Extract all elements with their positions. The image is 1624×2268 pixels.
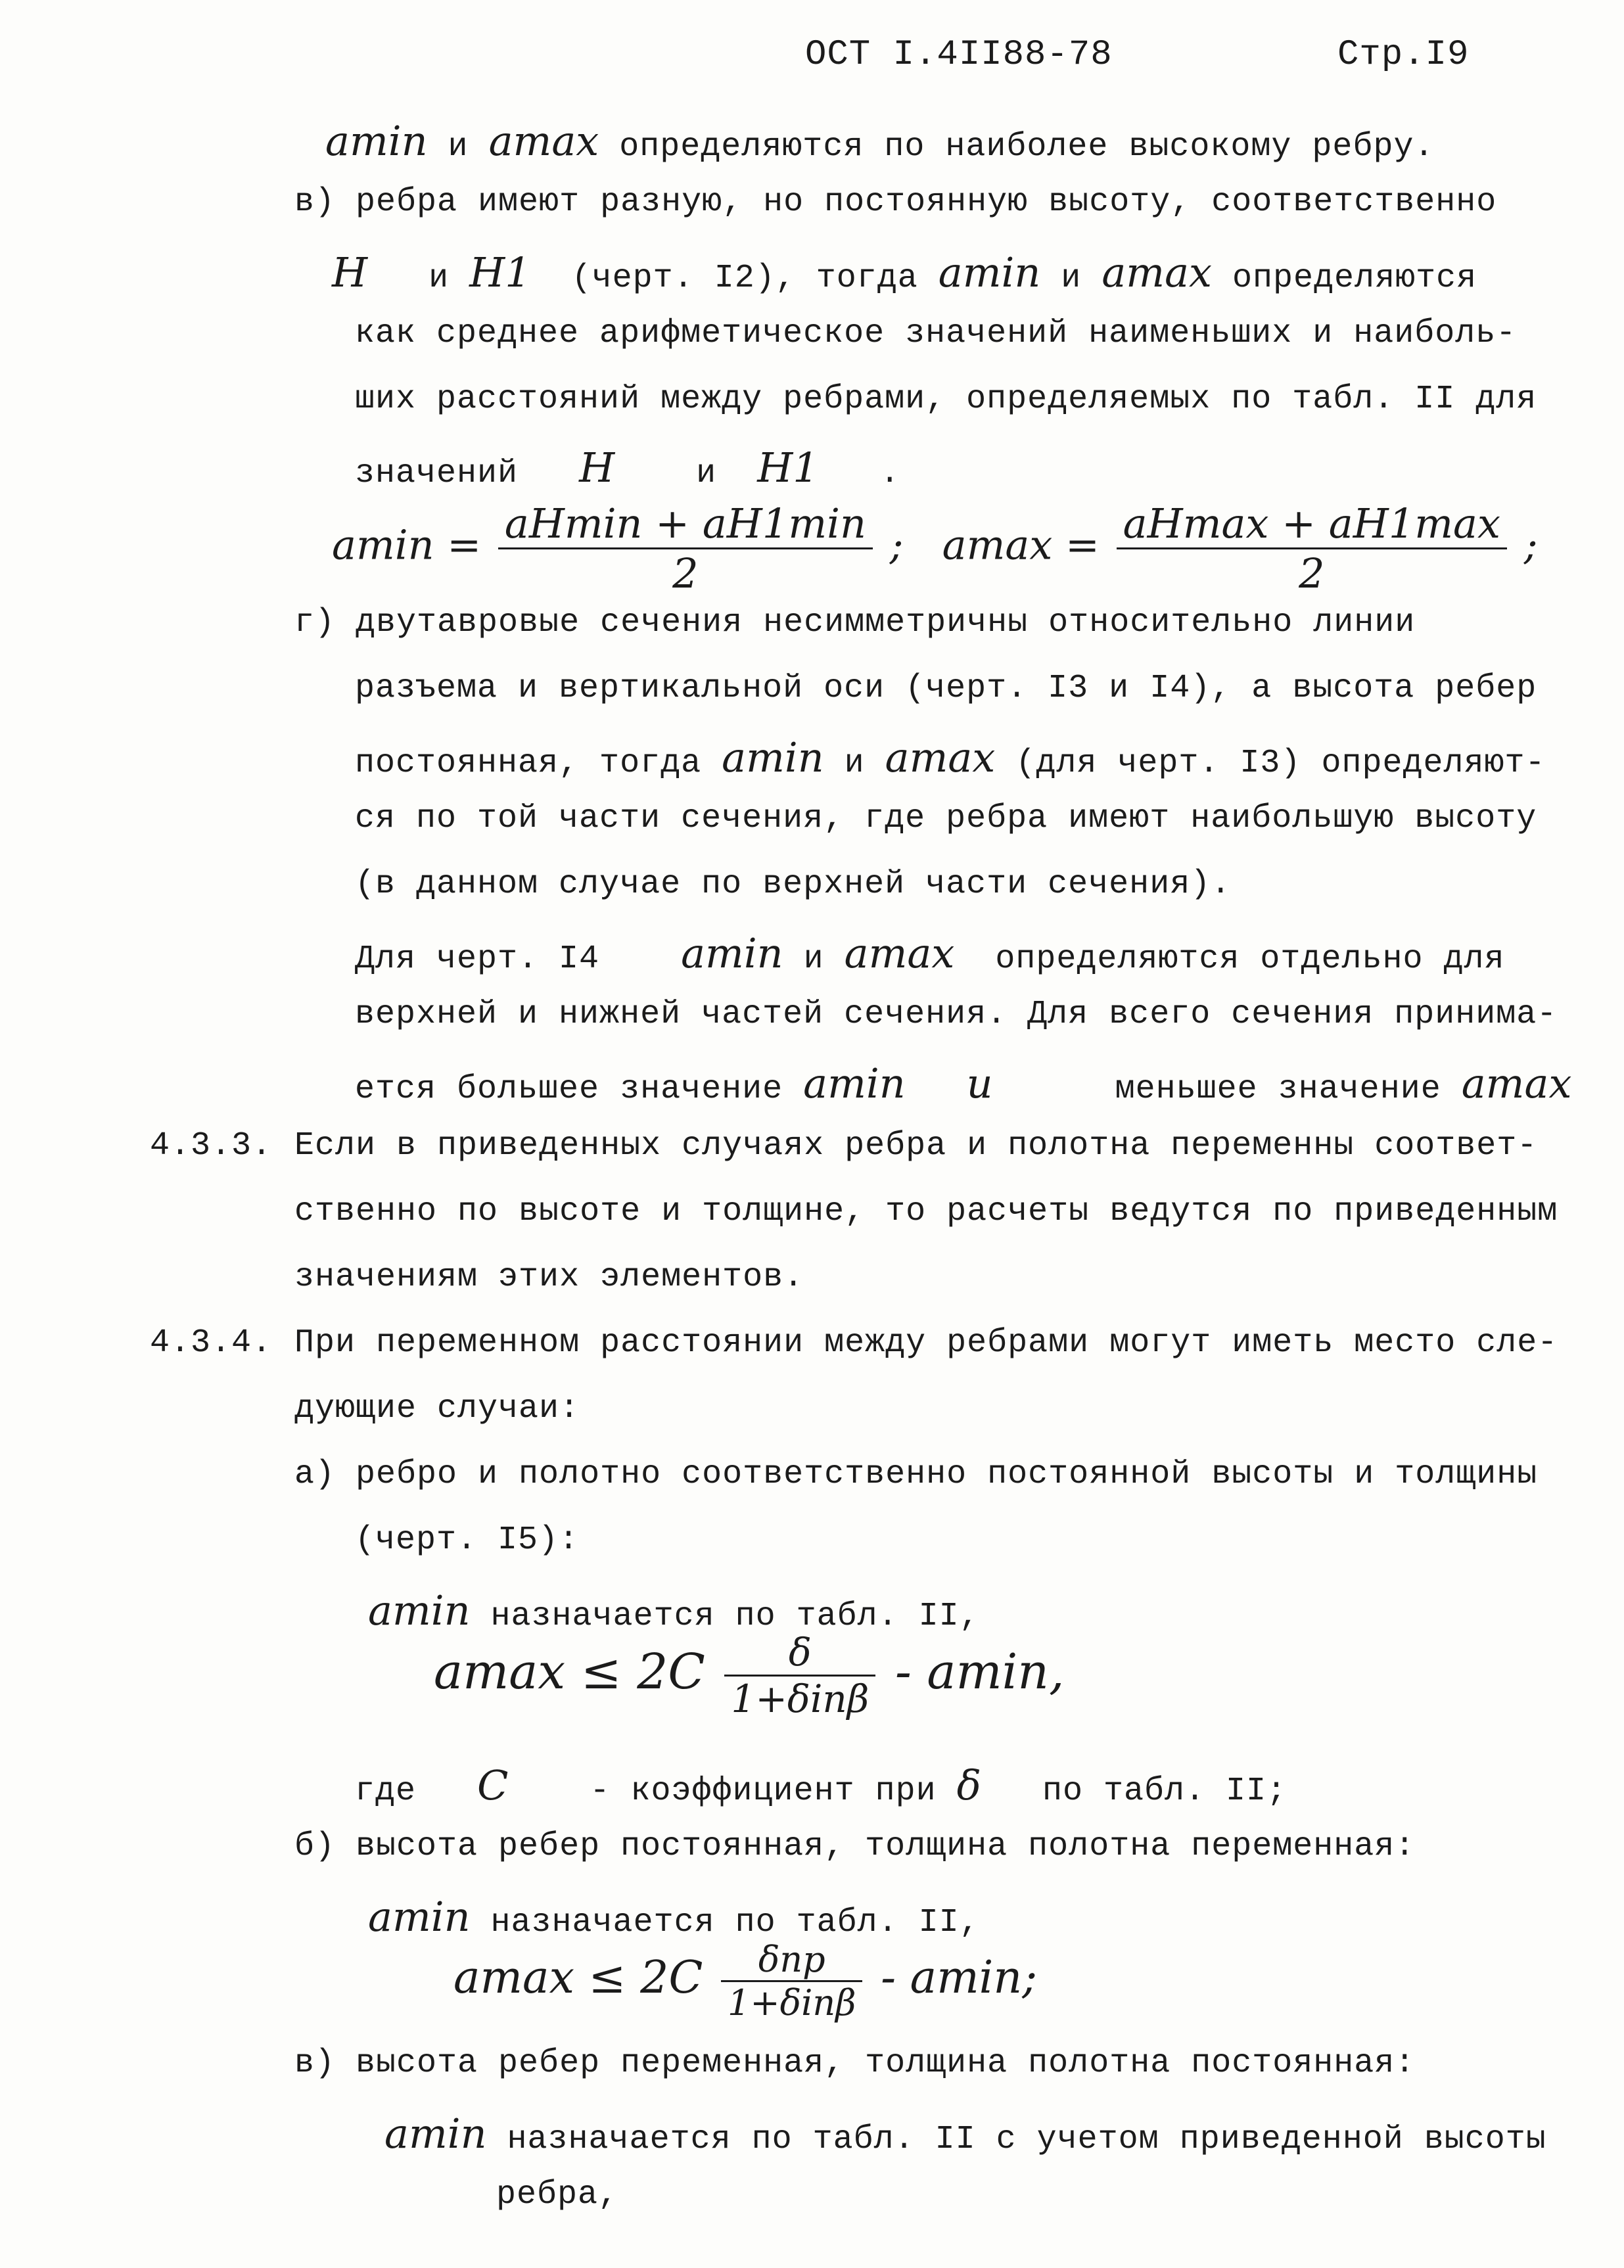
- case-a-line-5: где C - коэффициент при δ по табл. II;: [355, 1761, 1288, 1810]
- case-b-line-1: б) высота ребер постоянная, толщина полотна переменная:: [294, 1828, 1416, 1865]
- text-line-2: в) ребра имеют разную, но постоянную высоту, соответственно: [294, 183, 1497, 221]
- case-c-line-3: ребра,: [496, 2176, 619, 2213]
- text-line-9: постоянная, тогда amin и amax (для черт. I3) определяют-: [355, 733, 1546, 782]
- text-line-4: как среднее арифметическое значений наименьших и наиболь-: [355, 315, 1517, 352]
- text-line-1: amin и amax определяются по наиболее высокому ребру.: [325, 117, 1435, 166]
- paragraph-number-433: 4.3.3.: [150, 1127, 273, 1165]
- a-min-symbol: amin: [325, 117, 428, 165]
- text-line-3: H и H1 (черт. I2), тогда amin и amax определяются: [332, 248, 1477, 297]
- paragraph-433-line-1: Если в приведенных случаях ребра и полотна переменны соответ-: [294, 1127, 1538, 1165]
- text-line-5: ших расстояний между ребрами, определяемых по табл. II для: [355, 381, 1537, 418]
- paragraph-433-line-2: ственно по высоте и толщине, то расчеты ведутся по приведенным: [294, 1193, 1558, 1230]
- case-a-line-2: (черт. I5):: [355, 1521, 580, 1559]
- a-max-symbol: amax: [488, 117, 599, 165]
- text-line-7: г) двутавровые сечения несимметричны относительно линии: [294, 604, 1416, 641]
- case-c-line-2: amin назначается по табл. II с учетом приведенной высоты: [384, 2110, 1546, 2158]
- doc-code: ОСТ I.4II88-78: [805, 35, 1113, 75]
- paragraph-433-line-3: значениям этих элементов.: [294, 1259, 804, 1296]
- paragraph-number-434: 4.3.4.: [150, 1324, 273, 1362]
- page-number: Стр.I9: [1337, 35, 1470, 75]
- text-line-14: ется большее значение amin и меньшее значение amax: [355, 1059, 1572, 1108]
- formula-amax-case-a: amax ≤ 2C $\frac{\delta}{\text{1+δinβ}}$ - amin,: [434, 1630, 1065, 1721]
- text-line-12: Для черт. I4 amin и amax определяются отдельно для: [355, 929, 1505, 978]
- text-line-6: значений H и H1 .: [355, 444, 900, 492]
- paragraph-434-line-2: дующие случаи:: [294, 1390, 580, 1427]
- text-line-13: верхней и нижней частей сечения. Для всего сечения принима-: [355, 996, 1558, 1033]
- case-a-line-1: а) ребро и полотно соответственно постоянной высоты и толщины: [294, 1456, 1538, 1493]
- formula-mean-values: amin = $\frac{aHmin + aH1\min}{2}$ ; amax = $\frac{aHmax + aH1\max}{2}$ ;: [332, 499, 1538, 597]
- text-line-11: (в данном случае по верхней части сечения).: [355, 866, 1232, 903]
- formula-amax-case-b: amax ≤ 2C $\frac{\text{δпр}}{\text{1+δinβ}}$ - amin;: [453, 1939, 1038, 2024]
- text-line-8: разъема и вертикальной оси (черт. I3 и I4), а высота ребер: [355, 670, 1537, 707]
- case-b-line-2: amin назначается по табл. II,: [368, 1893, 980, 1941]
- text-line-10: ся по той части сечения, где ребра имеют наибольшую высоту: [355, 800, 1537, 837]
- case-a-line-3: amin назначается по табл. II,: [368, 1586, 980, 1635]
- paragraph-434-line-1: При переменном расстоянии между ребрами могут иметь место сле-: [294, 1324, 1558, 1362]
- case-c-line-1: в) высота ребер переменная, толщина полотна постоянная:: [294, 2045, 1416, 2082]
